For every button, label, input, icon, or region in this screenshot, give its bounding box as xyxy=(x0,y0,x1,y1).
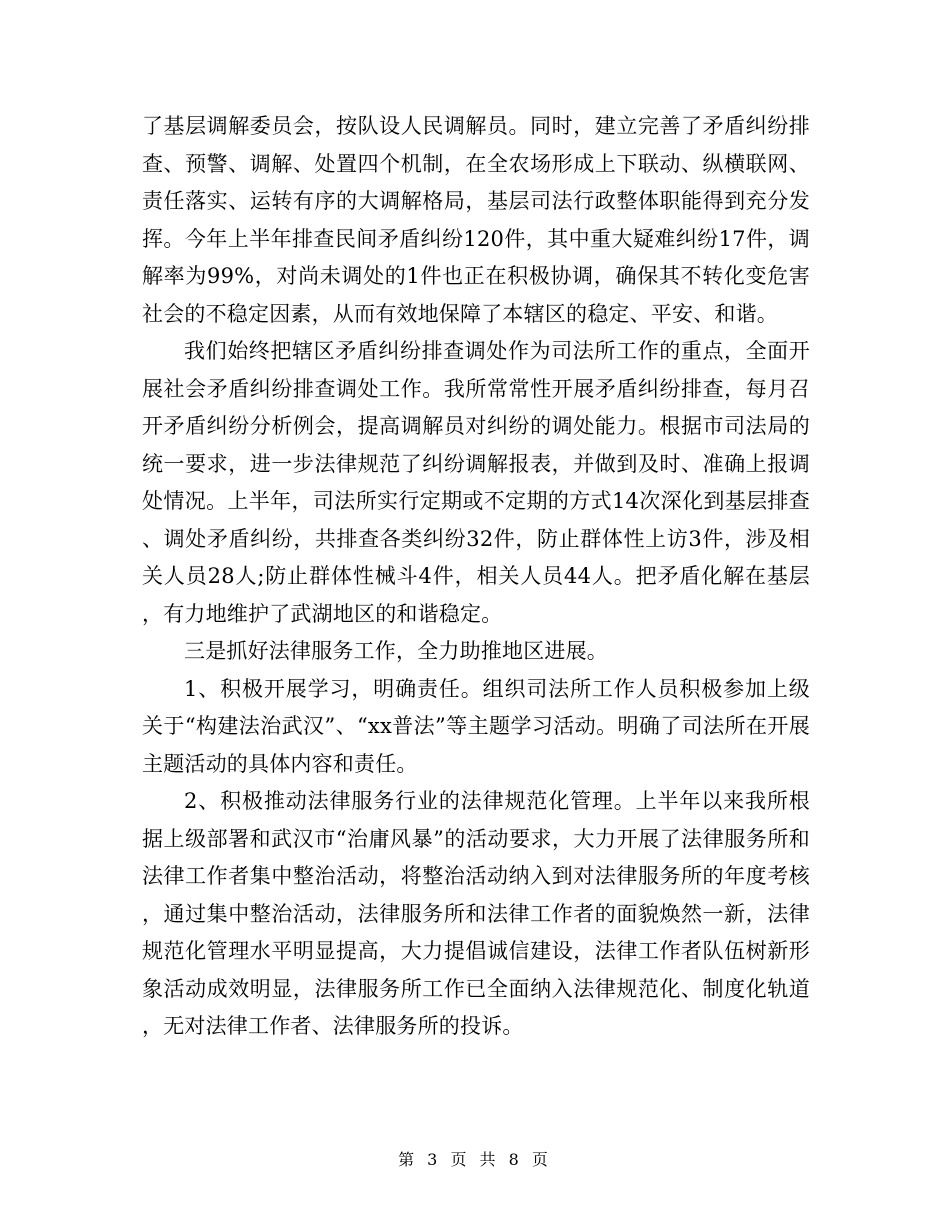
paragraph-item-1: 1、积极开展学习，明确责任。组织司法所工作人员积极参加上级关于“构建法治武汉”、“xx普法”等主题学习活动。明确了司法所在开展主题活动的具体内容和责任。 xyxy=(142,676,810,776)
document-body xyxy=(142,108,810,1046)
paragraph-dispute-handling: 我们始终把辖区矛盾纠纷排查调处作为司法所工作的重点，全面开展社会矛盾纠纷排查调处工作。我所常常性开展矛盾纠纷排查，每月召开矛盾纠纷分析例会，提高调解员对纠纷的调处能力。根据市司法局的统一要求，进一步法律规范了纠纷调解报表，并做到及时、准确上报调处情况。上半年，司法所实行定期或不定期的方式14次深化到基层排查、调处矛盾纠纷，共排查各类纠纷32件，防止群体性上访3件，涉及相关人员28人;防止群体性械斗4件，相关人员44人。把矛盾化解在基层，有力地维护了武湖地区的和谐稳定。 xyxy=(142,339,810,626)
paragraph-continued: 了基层调解委员会，按队设人民调解员。同时，建立完善了矛盾纠纷排查、预警、调解、处置四个机制，在全农场形成上下联动、纵横联网、责任落实、运转有序的大调解格局，基层司法行政整体职能得到充分发挥。今年上半年排查民间矛盾纠纷120件，其中重大疑难纠纷17件，调解率为99%，对尚未调处的1件也正在积极协调，确保其不转化变危害社会的不稳定因素，从而有效地保障了本辖区的稳定、平安、和谐。 xyxy=(142,114,810,326)
page-number-footer: 第 3 页 共 8 页 xyxy=(398,1150,552,1169)
paragraph-section-heading: 三是抓好法律服务工作，全力助推地区进展。 xyxy=(184,639,608,663)
paragraph-item-2: 2、积极推动法律服务行业的法律规范化管理。上半年以来我所根据上级部署和武汉市“治庸风暴”的活动要求，大力开展了法律服务所和法律工作者集中整治活动，将整治活动纳入到对法律服务所的年度考核，通过集中整治活动，法律服务所和法律工作者的面貌焕然一新，法律规范化管理水平明显提高，大力提倡诚信建设，法律工作者队伍树新形象活动成效明显，法律服务所工作已全面纳入法律规范化、制度化轨道，无对法律工作者、法律服务所的投诉。 xyxy=(142,789,810,1038)
